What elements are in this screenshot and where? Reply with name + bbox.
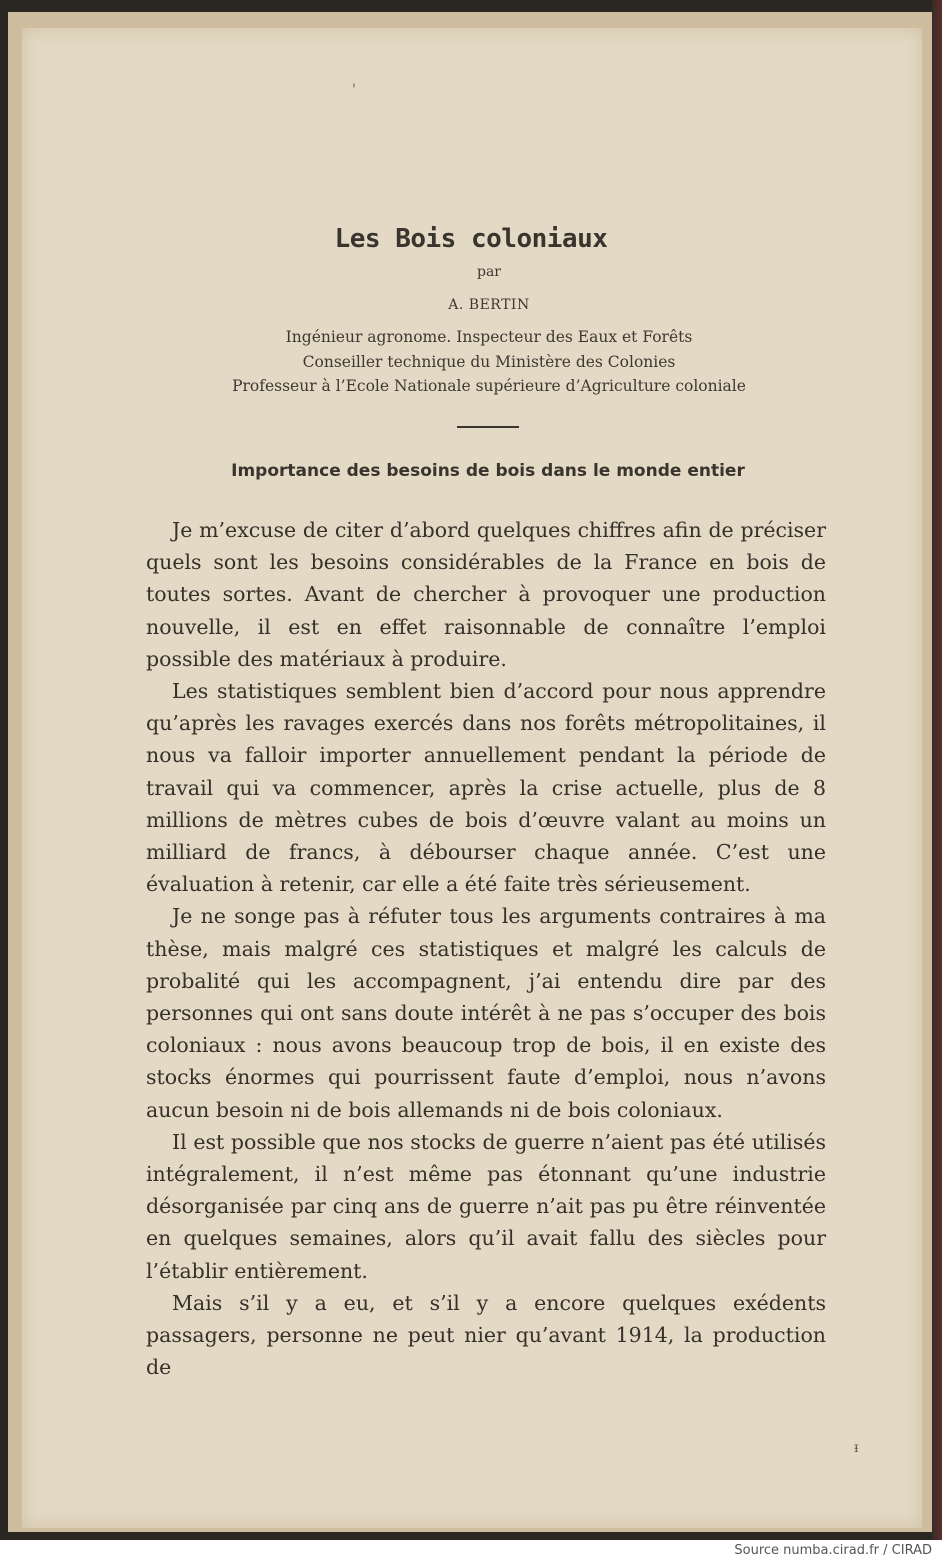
document-title: Les Bois coloniaux xyxy=(334,224,608,254)
title-divider xyxy=(457,426,519,428)
paragraph: Je ne songe pas à réfuter tous les arguments contraires à ma thèse, mais malgré ces statistiques et malgré les calculs de probalité qui les accompagnent, j’ai entendu dire par des personnes qui ont sans doute intérêt à ne pas s’occuper des bois coloniaux : nous avons beaucoup trop de bois, il en existe des stocks énormes qui pourrissent faute d’emploi, nous n’avons aucun besoin ni de bois allemands ni de bois coloniaux. xyxy=(146,904,826,1122)
scan-speck: ' xyxy=(352,82,356,98)
scan-speck: ᵻ xyxy=(854,1440,859,1456)
body-text xyxy=(146,514,826,1383)
paragraph: Je m’excuse de citer d’abord quelques chiffres afin de préciser quels sont les besoins considérables de la France en bois de toutes sortes. Avant de chercher à provoquer une production nouvelle, il est en effet raisonnable de connaître l’emploi possible des matériaux à produire. xyxy=(146,518,826,671)
affiliation-line: Ingénieur agronome. Inspecteur des Eaux et Forêts xyxy=(285,328,693,346)
affiliation-line: Professeur à l’Ecole Nationale supérieure d’Agriculture coloniale xyxy=(232,377,746,395)
paragraph: Il est possible que nos stocks de guerre n’aient pas été utilisés intégralement, il n’est même pas étonnant qu’une industrie désorganisée par cinq ans de guerre n’ait pas pu être réinventée en quelques semaines, alors qu’il avait fallu des siècles pour l’établir entièrement. xyxy=(146,1129,826,1283)
affiliation-line: Conseiller technique du Ministère des Colonies xyxy=(302,353,676,371)
paragraph: Mais s’il y a eu, et s’il y a encore quelques exédents passagers, personne ne peut nier qu’avant 1914, la production de xyxy=(146,1290,826,1380)
section-heading: Importance des besoins de bois dans le monde entier xyxy=(231,461,745,481)
source-credit: Source numba.cirad.fr / CIRAD xyxy=(734,1543,932,1558)
author-name: A. BERTIN xyxy=(448,297,530,313)
paragraph: Les statistiques semblent bien d’accord pour nous apprendre qu’après les ravages exercés dans nos forêts métropolitaines, il nous va falloir importer annuellement pendant la période de travail qui va commencer, après la crise actuelle, plus de 8 millions de mètres cubes de bois d’œuvre valant au moins un milliard de francs, à débourser chaque année. C’est une évaluation à retenir, car elle a été faite très sérieusement. xyxy=(146,679,826,897)
byline-par: par xyxy=(476,264,501,280)
